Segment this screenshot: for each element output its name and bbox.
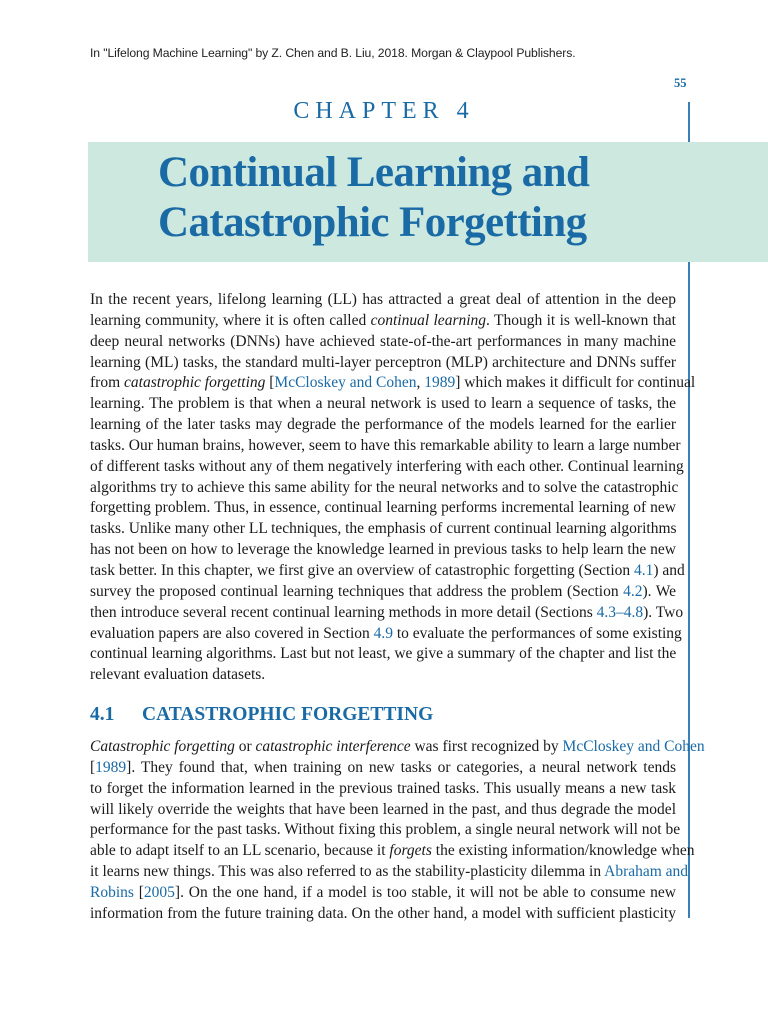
text-run: [	[265, 374, 275, 392]
text-run: ). We	[642, 582, 676, 600]
text-line	[90, 436, 681, 457]
emphasis-text: forgets	[389, 842, 432, 860]
text-line	[90, 353, 676, 374]
text-line	[90, 841, 695, 862]
section-title: CATASTROPHIC FORGETTING	[142, 704, 434, 725]
emphasis-text: catastrophic forgetting	[124, 374, 266, 392]
text-run: survey the proposed continual learning techniques that address the problem (Section	[90, 582, 624, 600]
text-line	[90, 758, 676, 779]
text-line	[90, 624, 682, 645]
section-4-1-paragraph	[90, 737, 705, 925]
text-run: algorithms try to achieve this same ability for the neural networks and to solve the catastrophic	[90, 478, 679, 496]
text-line	[90, 665, 676, 686]
reference-link[interactable]: 2005	[143, 883, 175, 901]
reference-link[interactable]: 4.1	[634, 561, 654, 579]
emphasis-text: Catastrophic forgetting	[90, 738, 235, 755]
reference-link[interactable]: 1989	[424, 374, 456, 392]
text-line	[90, 332, 676, 353]
text-line	[90, 779, 676, 800]
text-line	[90, 415, 676, 436]
reference-link[interactable]: 4.2	[623, 582, 643, 600]
text-line	[90, 373, 696, 394]
text-run: was first recognized by	[410, 738, 563, 755]
reference-link[interactable]: 4.8	[623, 603, 644, 621]
text-line	[90, 498, 676, 519]
reference-link[interactable]: 1989	[95, 758, 127, 776]
text-run: continual learning algorithms. Last but not least, we give a summary of the chapter and list the	[90, 645, 677, 663]
text-line	[90, 478, 679, 499]
text-run: In the recent years, lifelong learning (LL) has attracted a great deal of attention in the deep	[90, 291, 676, 308]
text-run: able to adapt itself to an LL scenario, because it	[90, 842, 390, 860]
text-line	[90, 519, 676, 540]
text-line	[90, 644, 676, 665]
chapter-label: CHAPTER 4	[293, 98, 475, 124]
reference-link[interactable]: 4.9	[373, 624, 393, 642]
reference-link[interactable]: –	[615, 603, 624, 621]
text-run: [	[133, 883, 144, 901]
section-number: 4.1	[90, 704, 115, 725]
citation-header: In "Lifelong Machine Learning" by Z. Chen and B. Liu, 2018. Morgan & Claypool Publishers.	[90, 46, 576, 60]
text-run: learning. The problem is that when a neural network is used to learn a sequence of tasks, the	[90, 395, 676, 413]
text-run: learning (ML) tasks, the standard multi-layer perceptron (MLP) architecture and DNNs suffer	[90, 353, 676, 371]
text-run: deep neural networks (DNNs) have achieved state-of-the-art performances in many machine	[90, 332, 676, 350]
text-line	[90, 457, 684, 478]
text-run: relevant evaluation datasets.	[90, 666, 266, 684]
text-run: task better. In this chapter, we first give an overview of catastrophic forgetting (Section	[90, 561, 635, 579]
emphasis-text: catastrophic interference	[255, 738, 411, 755]
text-run: ]. They found that, when training on new tasks or categories, a neural network tends	[126, 758, 676, 776]
text-run: has not been on how to leverage the knowledge learned in previous tasks to help learn the new	[90, 541, 676, 559]
chapter-title-box	[88, 142, 768, 262]
text-line	[90, 311, 676, 332]
text-line	[90, 290, 676, 311]
text-line	[90, 582, 676, 603]
text-line	[90, 862, 689, 883]
text-run: the existing information/knowledge when	[431, 842, 695, 860]
text-run: [	[90, 758, 96, 776]
text-line	[90, 800, 676, 821]
text-run: evaluation papers are also covered in Section	[90, 624, 374, 642]
text-run: to forget the information learned in the previous trained tasks. This usually means a new task	[90, 779, 676, 797]
text-line	[90, 883, 676, 904]
reference-link[interactable]: Robins	[90, 883, 134, 901]
text-line	[90, 540, 676, 561]
text-run: ] which makes it difficult for continual	[455, 374, 696, 392]
text-run: forgetting problem. Thus, in essence, continual learning performs incremental learning of new	[90, 499, 676, 517]
text-run: performance for the past tasks. Without fixing this problem, a single neural network will not be	[90, 821, 681, 839]
text-line	[90, 561, 685, 582]
text-run: or	[234, 738, 256, 755]
reference-link[interactable]: McCloskey and Cohen	[274, 374, 417, 392]
reference-link[interactable]: McCloskey and Cohen	[562, 738, 705, 755]
text-line	[90, 603, 684, 624]
text-run: tasks. Unlike many other LL techniques, the emphasis of current continual learning algorithms	[90, 520, 677, 538]
text-run: ) and	[653, 561, 685, 579]
emphasis-text: continual learning	[370, 311, 487, 329]
text-line	[90, 737, 705, 758]
text-run: tasks. Our human brains, however, seem to have this remarkable ability to learn a large number	[90, 436, 681, 454]
text-run: then introduce several recent continual learning methods in more detail (Sections	[90, 603, 597, 621]
text-run: ). Two	[643, 603, 684, 621]
intro-paragraph	[90, 290, 696, 686]
text-run: to evaluate the performances of some existing	[393, 624, 682, 642]
text-run: ,	[416, 374, 425, 392]
reference-link[interactable]: Abraham and	[604, 863, 689, 881]
text-line	[90, 820, 681, 841]
chapter-title-line-2: Catastrophic Forgetting	[158, 199, 587, 246]
section-heading-4-1	[90, 704, 433, 726]
text-run: will likely override the weights that have been learned in the past, and thus degrade the model	[90, 800, 676, 818]
chapter-title-line-1: Continual Learning and	[158, 149, 590, 196]
text-run: ]. On the one hand, if a model is too stable, it will not be able to consume new	[174, 883, 676, 901]
text-line	[90, 904, 676, 925]
text-line	[90, 394, 676, 415]
page-number: 55	[674, 76, 687, 90]
text-run: it learns new things. This was also referred to as the stability-plasticity dilemma in	[90, 863, 605, 881]
text-run: of different tasks without any of them negatively interfering with each other. Continual learning	[90, 457, 684, 475]
reference-link[interactable]: 4.3	[596, 603, 616, 621]
text-run: learning community, where it is often called	[90, 311, 371, 329]
text-run: learning of the later tasks may degrade the performance of the models learned for the earlier	[90, 416, 676, 434]
text-run: information from the future training data. On the other hand, a model with sufficient plasticity	[90, 904, 676, 922]
text-run: from	[90, 374, 125, 392]
text-run: . Though it is well-known that	[486, 311, 676, 329]
